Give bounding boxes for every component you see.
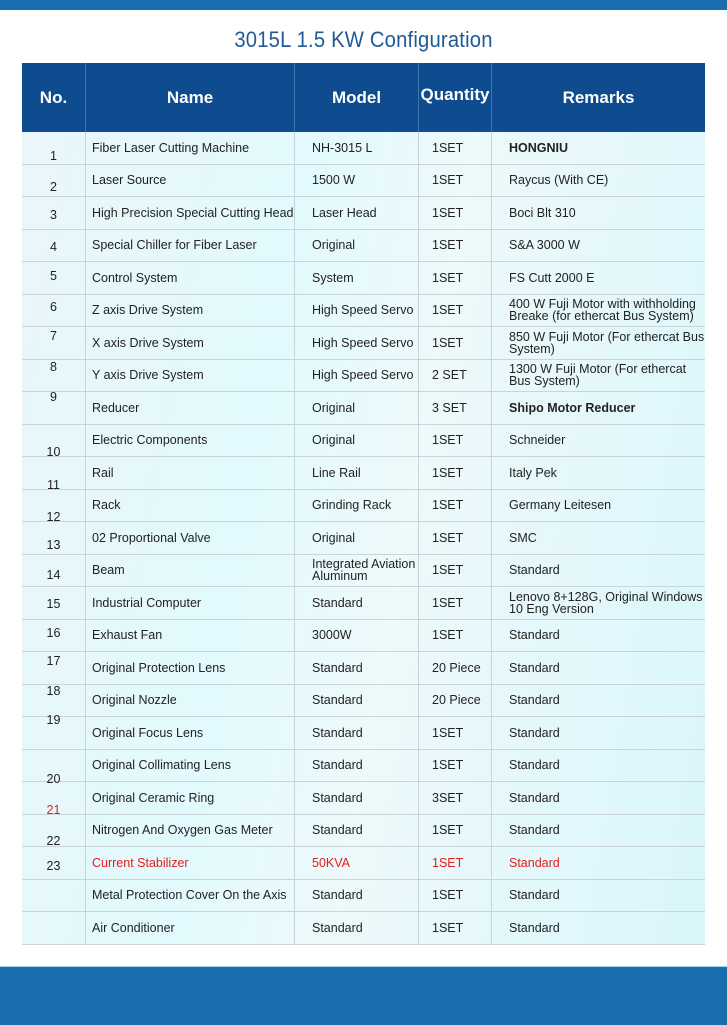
- table-row: [22, 555, 705, 588]
- row-model: [295, 457, 419, 489]
- row-model: [295, 522, 419, 554]
- row-remarks-text: Schneider: [509, 433, 566, 448]
- row-number: [22, 262, 86, 294]
- row-number-label: 9: [50, 390, 57, 404]
- row-number: [22, 425, 86, 457]
- row-name: [86, 197, 295, 229]
- row-name: [86, 555, 295, 587]
- row-model-text: Grinding Rack: [312, 498, 392, 513]
- row-remarks-text: Italy Pek: [509, 465, 557, 480]
- row-name-text: 02 Proportional Valve: [92, 530, 211, 545]
- row-remarks-text: Raycus (With CE): [509, 173, 609, 188]
- row-model: [295, 392, 419, 424]
- row-model: [295, 815, 419, 847]
- row-name-text: Nitrogen And Oxygen Gas Meter: [92, 823, 273, 838]
- row-number-label: 10: [46, 444, 61, 459]
- row-model: [295, 360, 419, 392]
- row-quantity: [419, 132, 492, 164]
- row-model: [295, 295, 419, 327]
- row-quantity-text: 1SET: [432, 530, 464, 545]
- table-row: [22, 230, 705, 263]
- row-quantity: [419, 327, 492, 359]
- row-remarks-text: Standard: [509, 660, 560, 675]
- table-row: [22, 912, 705, 945]
- table-row: [22, 490, 705, 523]
- row-name-text: Y axis Drive System: [92, 368, 204, 383]
- row-quantity: [419, 652, 492, 684]
- table-row: [22, 165, 705, 198]
- row-number: [22, 555, 86, 587]
- row-model-text: Standard: [312, 888, 363, 903]
- row-quantity-text: 1SET: [432, 498, 464, 513]
- table-row: [22, 457, 705, 490]
- table-row: [22, 782, 705, 815]
- table-row: [22, 587, 705, 620]
- row-quantity: [419, 685, 492, 717]
- table-row: [22, 262, 705, 295]
- row-remarks-text: Standard: [509, 563, 560, 578]
- row-name-text: Metal Protection Cover On the Axis: [92, 888, 287, 903]
- row-number-label: 5: [50, 269, 57, 283]
- row-quantity-text: 1SET: [432, 465, 464, 480]
- row-name: [86, 620, 295, 652]
- row-number-label: 13: [46, 538, 61, 552]
- row-number-label: 21: [46, 803, 61, 817]
- row-model: [295, 490, 419, 522]
- row-model-text: High Speed Servo: [312, 335, 414, 350]
- row-number: [22, 132, 86, 164]
- configuration-table: [22, 63, 705, 945]
- row-model-text: Standard: [312, 790, 363, 805]
- row-model-text: Original: [312, 238, 356, 253]
- row-remarks-text: Standard: [509, 888, 560, 903]
- row-quantity-text: 1SET: [432, 595, 464, 610]
- row-number-label: 17: [46, 654, 61, 668]
- row-model-text: Standard: [312, 920, 363, 935]
- row-quantity-text: 1SET: [432, 205, 464, 220]
- row-number-label: 11: [47, 478, 60, 492]
- row-remarks-text: Germany Leitesen: [509, 498, 612, 513]
- row-name-text: Current Stabilizer: [92, 855, 189, 870]
- row-remarks: [492, 847, 705, 879]
- row-name: [86, 880, 295, 912]
- row-remarks-text: Standard: [509, 920, 560, 935]
- row-quantity: [419, 425, 492, 457]
- row-number-label: 14: [46, 567, 61, 582]
- row-name: [86, 522, 295, 554]
- row-number: [22, 522, 86, 554]
- row-quantity-text: 1SET: [432, 140, 464, 155]
- header-name: Name: [86, 63, 295, 132]
- row-quantity-text: 1SET: [432, 433, 464, 448]
- row-model: [295, 587, 419, 619]
- row-number-label: 16: [46, 625, 61, 640]
- row-number-label: 7: [50, 329, 57, 343]
- row-name: [86, 327, 295, 359]
- row-name: [86, 392, 295, 424]
- row-name: [86, 230, 295, 262]
- row-number-label: 15: [46, 597, 61, 611]
- row-name: [86, 652, 295, 684]
- row-number-label: 2: [50, 179, 57, 194]
- row-name: [86, 912, 295, 944]
- row-remarks-text: SMC: [509, 530, 537, 545]
- row-remarks-text: Boci Blt 310: [509, 205, 576, 220]
- row-quantity-text: 1SET: [432, 855, 464, 870]
- row-quantity: [419, 880, 492, 912]
- row-name-text: Original Nozzle: [92, 693, 177, 708]
- row-quantity: [419, 165, 492, 197]
- row-remarks: [492, 717, 705, 749]
- row-quantity: [419, 392, 492, 424]
- row-number: [22, 360, 86, 392]
- table-row: [22, 197, 705, 230]
- row-remarks: [492, 230, 705, 262]
- row-name-text: High Precision Special Cutting Head: [92, 205, 294, 220]
- row-name: [86, 587, 295, 619]
- row-model-text: Standard: [312, 660, 363, 675]
- row-remarks-text: 400 W Fuji Motor with withholding Breake (for ethercat Bus System): [509, 297, 696, 324]
- row-remarks: [492, 750, 705, 782]
- row-remarks: [492, 620, 705, 652]
- row-name-text: Original Protection Lens: [92, 660, 226, 675]
- row-number: [22, 392, 86, 424]
- row-quantity-text: 1SET: [432, 173, 464, 188]
- row-quantity: [419, 555, 492, 587]
- row-number: [22, 685, 86, 717]
- row-name: [86, 490, 295, 522]
- row-remarks-text: HONGNIU: [509, 140, 569, 155]
- row-name-text: Original Collimating Lens: [92, 758, 231, 773]
- row-model: [295, 782, 419, 814]
- table-row: [22, 392, 705, 425]
- row-name-text: Original Focus Lens: [92, 725, 204, 740]
- row-model-text: System: [312, 270, 354, 285]
- row-quantity: [419, 490, 492, 522]
- row-remarks: [492, 587, 705, 619]
- row-model-text: Line Rail: [312, 465, 361, 480]
- row-number-label: 23: [46, 859, 61, 873]
- row-number-label: 19: [46, 713, 61, 727]
- row-model-text: 3000W: [312, 628, 352, 643]
- row-number: [22, 295, 86, 327]
- row-name: [86, 750, 295, 782]
- row-model: [295, 425, 419, 457]
- table-row: [22, 815, 705, 848]
- row-model-text: Standard: [312, 693, 363, 708]
- row-remarks: [492, 490, 705, 522]
- row-name: [86, 847, 295, 879]
- row-quantity: [419, 197, 492, 229]
- table-row: [22, 425, 705, 458]
- row-model: [295, 197, 419, 229]
- row-remarks-text: Lenovo 8+128G, Original Windows 10 Eng Version: [509, 589, 703, 616]
- row-model: [295, 652, 419, 684]
- row-quantity-text: 3SET: [432, 790, 464, 805]
- row-number: [22, 847, 86, 879]
- row-model-text: 50KVA: [312, 855, 350, 870]
- row-model-text: 1500 W: [312, 173, 356, 188]
- row-model-text: Original: [312, 400, 356, 415]
- row-remarks: [492, 360, 705, 392]
- row-remarks: [492, 782, 705, 814]
- row-model: [295, 750, 419, 782]
- table-row: [22, 750, 705, 786]
- row-number-label: 20: [46, 771, 61, 786]
- row-number: [22, 327, 86, 359]
- row-number-label: 3: [50, 208, 57, 222]
- row-remarks-text: FS Cutt 2000 E: [509, 270, 595, 285]
- row-quantity: [419, 782, 492, 814]
- row-number: [22, 782, 86, 817]
- row-model: [295, 230, 419, 262]
- row-model-text: Integrated Aviation Aluminum: [312, 557, 416, 584]
- header-no: No.: [22, 63, 86, 132]
- row-number: [22, 912, 86, 944]
- row-remarks-text: Shipo Motor Reducer: [509, 400, 636, 415]
- row-quantity: [419, 587, 492, 619]
- row-remarks: [492, 392, 705, 424]
- row-model: [295, 555, 419, 587]
- row-name: [86, 262, 295, 294]
- row-remarks: [492, 912, 705, 944]
- row-name-text: Industrial Computer: [92, 595, 202, 610]
- top-banner-bar: [0, 0, 727, 10]
- row-quantity: [419, 230, 492, 262]
- row-name: [86, 782, 295, 814]
- row-remarks-text: S&A 3000 W: [509, 238, 580, 253]
- row-number: [22, 230, 86, 262]
- row-name: [86, 717, 295, 749]
- row-number-label: 1: [50, 149, 57, 163]
- row-quantity-text: 1SET: [432, 920, 464, 935]
- row-quantity: [419, 620, 492, 652]
- row-number: [22, 713, 86, 749]
- row-model-text: Standard: [312, 595, 363, 610]
- row-name: [86, 165, 295, 197]
- row-number: [22, 652, 86, 684]
- row-remarks-text: Standard: [509, 693, 560, 708]
- row-model-text: Original: [312, 433, 356, 448]
- row-number: [22, 815, 86, 847]
- row-model: [295, 620, 419, 652]
- header-quantity: Quantity: [419, 63, 492, 132]
- row-remarks: [492, 815, 705, 847]
- row-name-text: Original Ceramic Ring: [92, 790, 215, 805]
- row-quantity-text: 1SET: [432, 563, 464, 578]
- row-model-text: Laser Head: [312, 205, 377, 220]
- table-row: [22, 713, 705, 750]
- row-remarks: [492, 165, 705, 197]
- row-quantity: [419, 457, 492, 489]
- row-remarks: [492, 197, 705, 229]
- row-name-text: Z axis Drive System: [92, 303, 204, 318]
- row-name-text: Rack: [92, 498, 121, 513]
- table-header: [22, 63, 705, 132]
- row-model: [295, 847, 419, 879]
- row-remarks: [492, 522, 705, 554]
- row-name-text: Laser Source: [92, 173, 167, 188]
- row-name-text: Fiber Laser Cutting Machine: [92, 140, 250, 155]
- row-remarks: [492, 880, 705, 912]
- row-remarks-text: Standard: [509, 855, 560, 870]
- row-model: [295, 327, 419, 359]
- row-quantity-text: 1SET: [432, 628, 464, 643]
- row-model-text: Standard: [312, 823, 363, 838]
- row-quantity: [419, 912, 492, 944]
- row-remarks: [492, 327, 705, 359]
- row-name-text: Control System: [92, 270, 178, 285]
- row-quantity: [419, 717, 492, 749]
- row-number: [22, 587, 86, 619]
- row-number: [22, 880, 86, 912]
- row-name-text: Special Chiller for Fiber Laser: [92, 238, 257, 253]
- row-number: [22, 750, 86, 786]
- row-quantity-text: 1SET: [432, 888, 464, 903]
- row-name-text: X axis Drive System: [92, 335, 204, 350]
- table-row: [22, 847, 705, 880]
- row-model: [295, 165, 419, 197]
- header-model: Model: [295, 63, 419, 132]
- row-quantity-text: 3 SET: [432, 400, 467, 415]
- row-remarks-text: Standard: [509, 725, 560, 740]
- table-body: [22, 132, 705, 945]
- row-model-text: Standard: [312, 725, 363, 740]
- row-remarks: [492, 457, 705, 489]
- table-row: [22, 880, 705, 913]
- row-name: [86, 457, 295, 489]
- row-name: [86, 685, 295, 717]
- table-row: [22, 652, 705, 685]
- row-quantity-text: 1SET: [432, 725, 464, 740]
- row-name: [86, 425, 295, 457]
- row-number-label: 8: [50, 359, 57, 374]
- row-number: [22, 457, 86, 492]
- row-number-label: 12: [46, 509, 61, 524]
- table-row: [22, 620, 705, 653]
- row-name: [86, 815, 295, 847]
- header-remarks: Remarks: [562, 87, 635, 107]
- row-quantity: [419, 847, 492, 879]
- row-remarks-text: Standard: [509, 628, 560, 643]
- row-name-text: Air Conditioner: [92, 920, 175, 935]
- row-remarks: [492, 425, 705, 457]
- row-model: [295, 132, 419, 164]
- row-quantity: [419, 262, 492, 294]
- row-number: [22, 490, 86, 522]
- row-model-text: Standard: [312, 758, 363, 773]
- table-row: [22, 360, 705, 393]
- row-quantity: [419, 295, 492, 327]
- row-quantity-text: 20 Piece: [432, 660, 481, 675]
- row-remarks: [492, 652, 705, 684]
- row-name: [86, 132, 295, 164]
- row-quantity-text: 2 SET: [432, 368, 467, 383]
- row-number-label: 22: [46, 833, 61, 848]
- row-remarks: [492, 132, 705, 164]
- row-name-text: Reducer: [92, 400, 140, 415]
- row-remarks-text: 1300 W Fuji Motor (For ethercat Bus System): [509, 362, 687, 389]
- row-number-label: 6: [50, 299, 57, 314]
- row-remarks-text: Standard: [509, 823, 560, 838]
- table-row: [22, 685, 705, 718]
- row-number: [22, 197, 86, 229]
- bottom-banner-bar: [0, 966, 727, 1025]
- row-model-text: High Speed Servo: [312, 368, 414, 383]
- row-name-text: Exhaust Fan: [92, 628, 163, 643]
- row-name: [86, 360, 295, 392]
- row-remarks: [492, 295, 705, 327]
- row-number-label: 18: [46, 683, 61, 698]
- row-model: [295, 717, 419, 749]
- row-model: [295, 262, 419, 294]
- row-quantity-text: 1SET: [432, 303, 464, 318]
- row-quantity-text: 20 Piece: [432, 693, 481, 708]
- row-quantity: [419, 360, 492, 392]
- row-remarks-text: Standard: [509, 790, 560, 805]
- table-row: [22, 522, 705, 555]
- page-title: 3015L 1.5 KW Configuration: [234, 27, 493, 52]
- row-remarks-text: Standard: [509, 758, 560, 773]
- row-quantity-text: 1SET: [432, 270, 464, 285]
- row-name-text: Electric Components: [92, 433, 208, 448]
- row-model: [295, 685, 419, 717]
- table-row: [22, 295, 705, 328]
- row-number: [22, 620, 86, 652]
- row-quantity: [419, 522, 492, 554]
- row-model-text: NH-3015 L: [312, 140, 373, 155]
- row-model-text: High Speed Servo: [312, 303, 414, 318]
- row-name-text: Rail: [92, 465, 114, 480]
- row-model: [295, 912, 419, 944]
- row-quantity: [419, 750, 492, 782]
- row-number-label: 4: [50, 239, 57, 254]
- row-model: [295, 880, 419, 912]
- row-quantity: [419, 815, 492, 847]
- row-quantity-text: 1SET: [432, 758, 464, 773]
- row-quantity-text: 1SET: [432, 335, 464, 350]
- row-quantity-text: 1SET: [432, 823, 464, 838]
- row-quantity-text: 1SET: [432, 238, 464, 253]
- row-name-text: Beam: [92, 563, 125, 578]
- row-number: [22, 165, 86, 197]
- row-remarks: [492, 262, 705, 294]
- row-remarks: [492, 555, 705, 587]
- row-remarks: [492, 685, 705, 717]
- row-model-text: Original: [312, 530, 356, 545]
- row-name: [86, 295, 295, 327]
- table-row: [22, 327, 705, 360]
- table-row: [22, 132, 705, 165]
- row-remarks-text: 850 W Fuji Motor (For ethercat Bus System): [509, 329, 705, 356]
